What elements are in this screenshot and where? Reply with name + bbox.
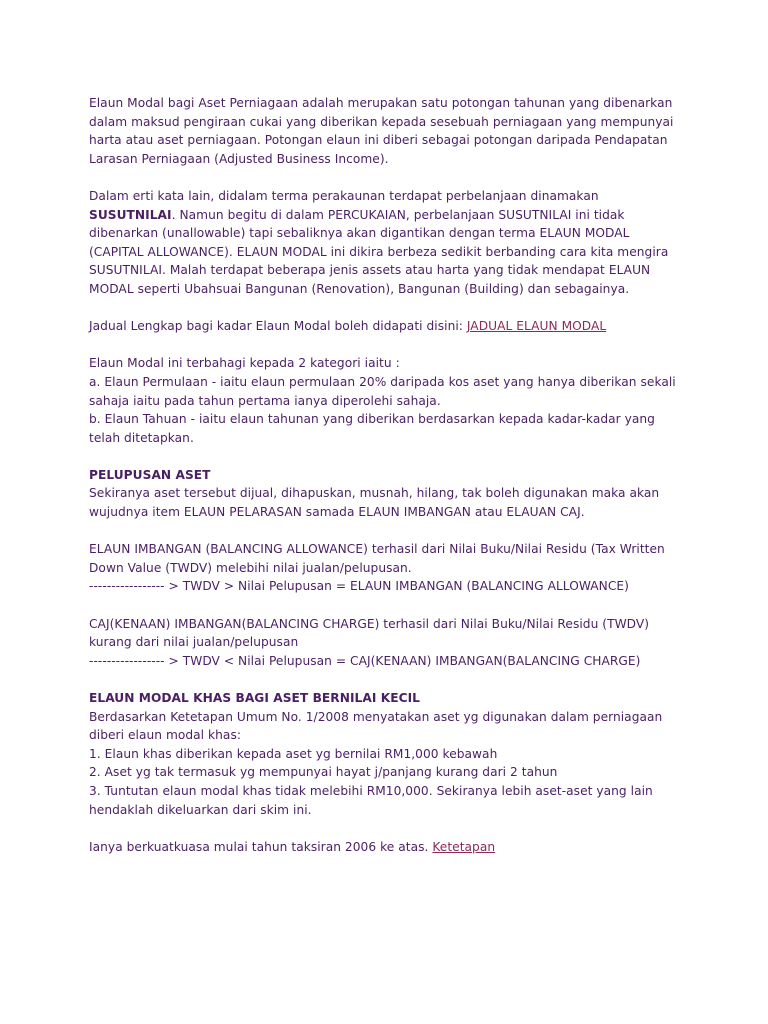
text-line: ELAUN IMBANGAN (BALANCING ALLOWANCE) terhasil dari Nilai Buku/Nilai Residu (Tax Written	[89, 542, 665, 557]
text-line: Elaun Modal ini terbahagi kepada 2 kategori iaitu :	[89, 356, 400, 371]
text-line: diberi elaun modal khas:	[89, 728, 242, 743]
paragraph-kategori	[89, 354, 708, 447]
text-span: Ianya berkuatkuasa mulai tahun taksiran 2006 ke atas.	[89, 839, 433, 854]
list-item: 3. Tuntutan elaun modal khas tidak melebihi RM10,000. Sekiranya lebih aset-aset yang lain	[89, 783, 653, 798]
text-line: dibenarkan (unallowable) tapi sebaliknya akan digantikan dengan terma ELAUN MODAL	[89, 226, 630, 241]
text-line	[89, 317, 708, 336]
text-line: telah ditetapkan.	[89, 430, 194, 445]
text-line: Down Value (TWDV) melebihi nilai jualan/pelupusan.	[89, 560, 412, 575]
text-line: dalam maksud pengiraan cukai yang diberikan kepada sesebuah perniagaan yang mempunyai	[89, 114, 674, 129]
text-line	[89, 838, 708, 857]
text-line: (CAPITAL ALLOWANCE). ELAUN MODAL ini dikira berbeza sedikit berbanding cara kita mengira	[89, 244, 669, 259]
jadual-elaun-modal-link[interactable]: JADUAL ELAUN MODAL	[466, 319, 607, 334]
text-line: kurang dari nilai jualan/pelupusan	[89, 635, 299, 650]
text-line: b. Elaun Tahuan - iaitu elaun tahunan yang diberikan berdasarkan kepada kadar-kadar yang	[89, 412, 655, 427]
text-line: ----------------- > TWDV > Nilai Pelupusan = ELAUN IMBANGAN (BALANCING ALLOWANCE)	[89, 579, 629, 594]
text-line: Dalam erti kata lain, didalam terma perakaunan terdapat perbelanjaan dinamakan	[89, 188, 599, 203]
text-line: Elaun Modal bagi Aset Perniagaan adalah merupakan satu potongan tahunan yang dibenarkan	[89, 96, 673, 110]
text-line: ----------------- > TWDV < Nilai Pelupusan = CAJ(KENAAN) IMBANGAN(BALANCING CHARGE)	[89, 653, 641, 668]
section-pelupusan-aset	[89, 466, 708, 522]
section-heading: PELUPUSAN ASET	[89, 467, 211, 482]
ketetapan-link[interactable]: Ketetapan	[432, 839, 496, 854]
text-line: wujudnya item ELAUN PELARASAN samada ELAUN IMBANGAN atau ELAUAN CAJ.	[89, 505, 585, 520]
list-item: 2. Aset yg tak termasuk yg mempunyai hayat j/panjang kurang dari 2 tahun	[89, 765, 558, 780]
list-item: 1. Elaun khas diberikan kepada aset yg bernilai RM1,000 kebawah	[89, 746, 498, 761]
text-line: SUSUTNILAI. Malah terdapat beberapa jenis assets atau harta yang tidak mendapat ELAUN	[89, 263, 651, 278]
paragraph-caj-imbangan	[89, 615, 708, 671]
text-line: sahaja iaitu pada tahun pertama ianya diperolehi sahaja.	[89, 393, 441, 408]
bold-term: SUSUTNILAI	[89, 207, 172, 222]
paragraph-elaun-imbangan	[89, 540, 708, 596]
paragraph-intro	[89, 94, 708, 168]
text-line: CAJ(KENAAN) IMBANGAN(BALANCING CHARGE) terhasil dari Nilai Buku/Nilai Residu (TWDV)	[89, 616, 650, 631]
paragraph-berkuatkuasa	[89, 838, 708, 857]
text-line: harta atau aset perniagaan. Potongan elaun ini diberi sebagai potongan daripada Pendapatan	[89, 133, 668, 148]
section-elaun-modal-khas	[89, 689, 708, 819]
paragraph-jadual	[89, 317, 708, 336]
text-line: a. Elaun Permulaan - iaitu elaun permulaan 20% daripada kos aset yang hanya diberikan sekali	[89, 374, 676, 389]
text-line	[89, 206, 708, 225]
paragraph-susutnilai	[89, 187, 708, 299]
text-line: hendaklah dikeluarkan dari skim ini.	[89, 802, 312, 817]
text-span: Jadual Lengkap bagi kadar Elaun Modal boleh didapati disini:	[89, 319, 467, 334]
text-line: Berdasarkan Ketetapan Umum No. 1/2008 menyatakan aset yg digunakan dalam perniagaan	[89, 709, 663, 724]
text-span: . Namun begitu di dalam PERCUKAIAN, perbelanjaan SUSUTNILAI ini tidak	[171, 207, 625, 222]
text-line: Larasan Perniagaan (Adjusted Business Income).	[89, 151, 389, 166]
text-line: MODAL seperti Ubahsuai Bangunan (Renovation), Bangunan (Building) dan sebagainya.	[89, 281, 630, 296]
text-line: Sekiranya aset tersebut dijual, dihapuskan, musnah, hilang, tak boleh digunakan maka akan	[89, 486, 660, 501]
section-heading: ELAUN MODAL KHAS BAGI ASET BERNILAI KECIL	[89, 691, 420, 705]
